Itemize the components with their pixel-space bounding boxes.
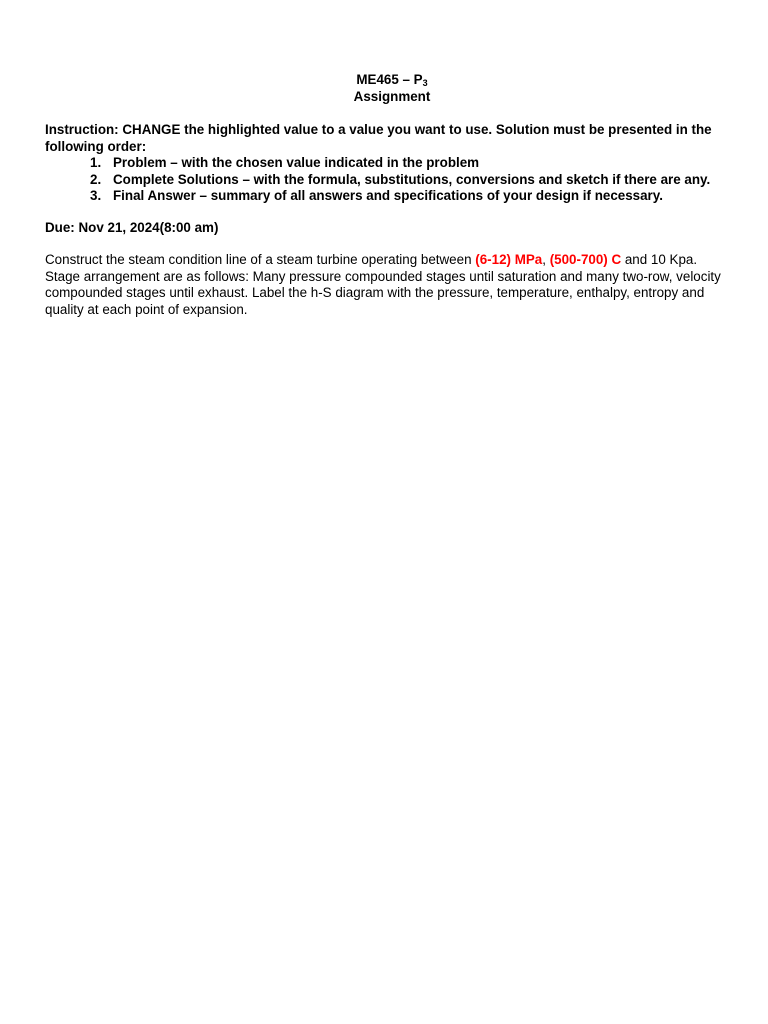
instructions-intro: Instruction: CHANGE the highlighted value to a value you want to use. Solution must be presented in the following order: (45, 122, 712, 154)
problem-statement (45, 252, 735, 318)
due-date: Due: Nov 21, 2024(8:00 am) (45, 220, 219, 235)
course-subscript: 3 (422, 78, 428, 88)
problem-separator: , (542, 252, 550, 267)
problem-text-pre: Construct the steam condition line of a steam turbine operating between (45, 252, 476, 267)
step-number: 3. (90, 188, 102, 203)
highlighted-pressure: (6-12) MPa (475, 252, 543, 267)
instruction-step (45, 188, 745, 205)
step-number: 1. (90, 155, 102, 170)
title-block (0, 72, 768, 105)
step-text: Problem – with the chosen value indicated in the problem (113, 155, 480, 170)
step-number: 2. (90, 171, 102, 187)
instruction-step (45, 155, 745, 172)
step-text: Final Answer – summary of all answers and specifications of your design if necessary. (113, 188, 663, 203)
instruction-step (45, 172, 745, 189)
instructions-block (45, 122, 745, 205)
step-text: Complete Solutions – with the formula, substitutions, conversions and sketch if there are any. (113, 171, 711, 187)
course-title (0, 72, 768, 89)
document-type: Assignment (353, 88, 431, 104)
highlighted-temperature: (500-700) C (549, 252, 622, 267)
problem-text-post: and 10 Kpa. Stage arrangement are as follows: Many pressure compounded stages until saturation and many two-row, velocity compounded stages until exhaust. Label the h-S diagram with the pressure, temperature, enthalpy, entropy and quality at each point of expansion. (45, 252, 721, 317)
course-code: ME465 – P (356, 72, 423, 87)
instruction-steps-list (45, 155, 745, 205)
